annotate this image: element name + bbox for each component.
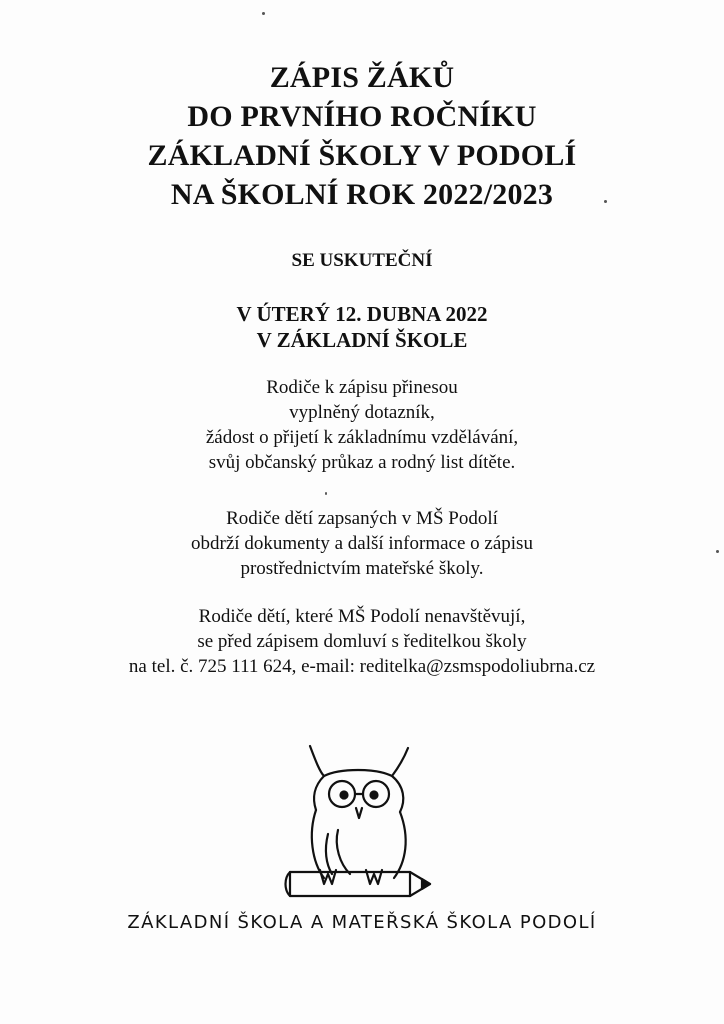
paragraph-line: Rodiče dětí, které MŠ Podolí nenavštěvují,: [198, 606, 526, 627]
paragraph-line: svůj občanský průkaz a rodný list dítěte.: [208, 452, 516, 473]
paragraph-line: Rodiče dětí zapsaných v MŠ Podolí: [226, 508, 498, 529]
title-line-3: ZÁKLADNÍ ŠKOLY V PODOLÍ: [147, 139, 577, 172]
school-name-footer: ZÁKLADNÍ ŠKOLA A MATEŘSKÁ ŠKOLA PODOLÍ: [127, 912, 597, 933]
occurs-heading: SE USKUTEČNÍ: [291, 250, 433, 271]
contact-line: na tel. č. 725 111 624, e-mail: reditelka@zsmspodoliubrna.cz: [128, 656, 596, 677]
document-title: [0, 58, 724, 214]
paragraph-line: obdrží dokumenty a další informace o zápisu: [191, 533, 533, 554]
owl-on-pencil-icon: [280, 738, 450, 908]
paragraph-documents: [0, 375, 724, 475]
scan-speck: [604, 200, 607, 203]
scan-speck: [325, 492, 327, 495]
title-line-2: DO PRVNÍHO ROČNÍKU: [187, 100, 537, 133]
paragraph-line: Rodiče k zápisu přinesou: [266, 377, 458, 398]
event-date: V ÚTERÝ 12. DUBNA 2022: [236, 302, 488, 326]
paragraph-line: žádost o přijetí k základnímu vzdělávání,: [205, 427, 519, 448]
date-place-block: [0, 301, 724, 353]
title-line-1: ZÁPIS ŽÁKŮ: [269, 61, 455, 94]
paragraph-line: se před zápisem domluví s ředitelkou školy: [197, 631, 527, 652]
paragraph-line: vyplněný dotazník,: [289, 402, 435, 423]
paragraph-line: prostřednictvím mateřské školy.: [240, 558, 484, 579]
title-line-4: NA ŠKOLNÍ ROK 2022/2023: [170, 178, 554, 211]
scan-speck: [262, 12, 265, 15]
paragraph-ms-children: [0, 506, 724, 581]
event-place: V ZÁKLADNÍ ŠKOLE: [256, 328, 468, 352]
paragraph-contact: [0, 604, 724, 679]
scan-speck: [716, 550, 719, 553]
